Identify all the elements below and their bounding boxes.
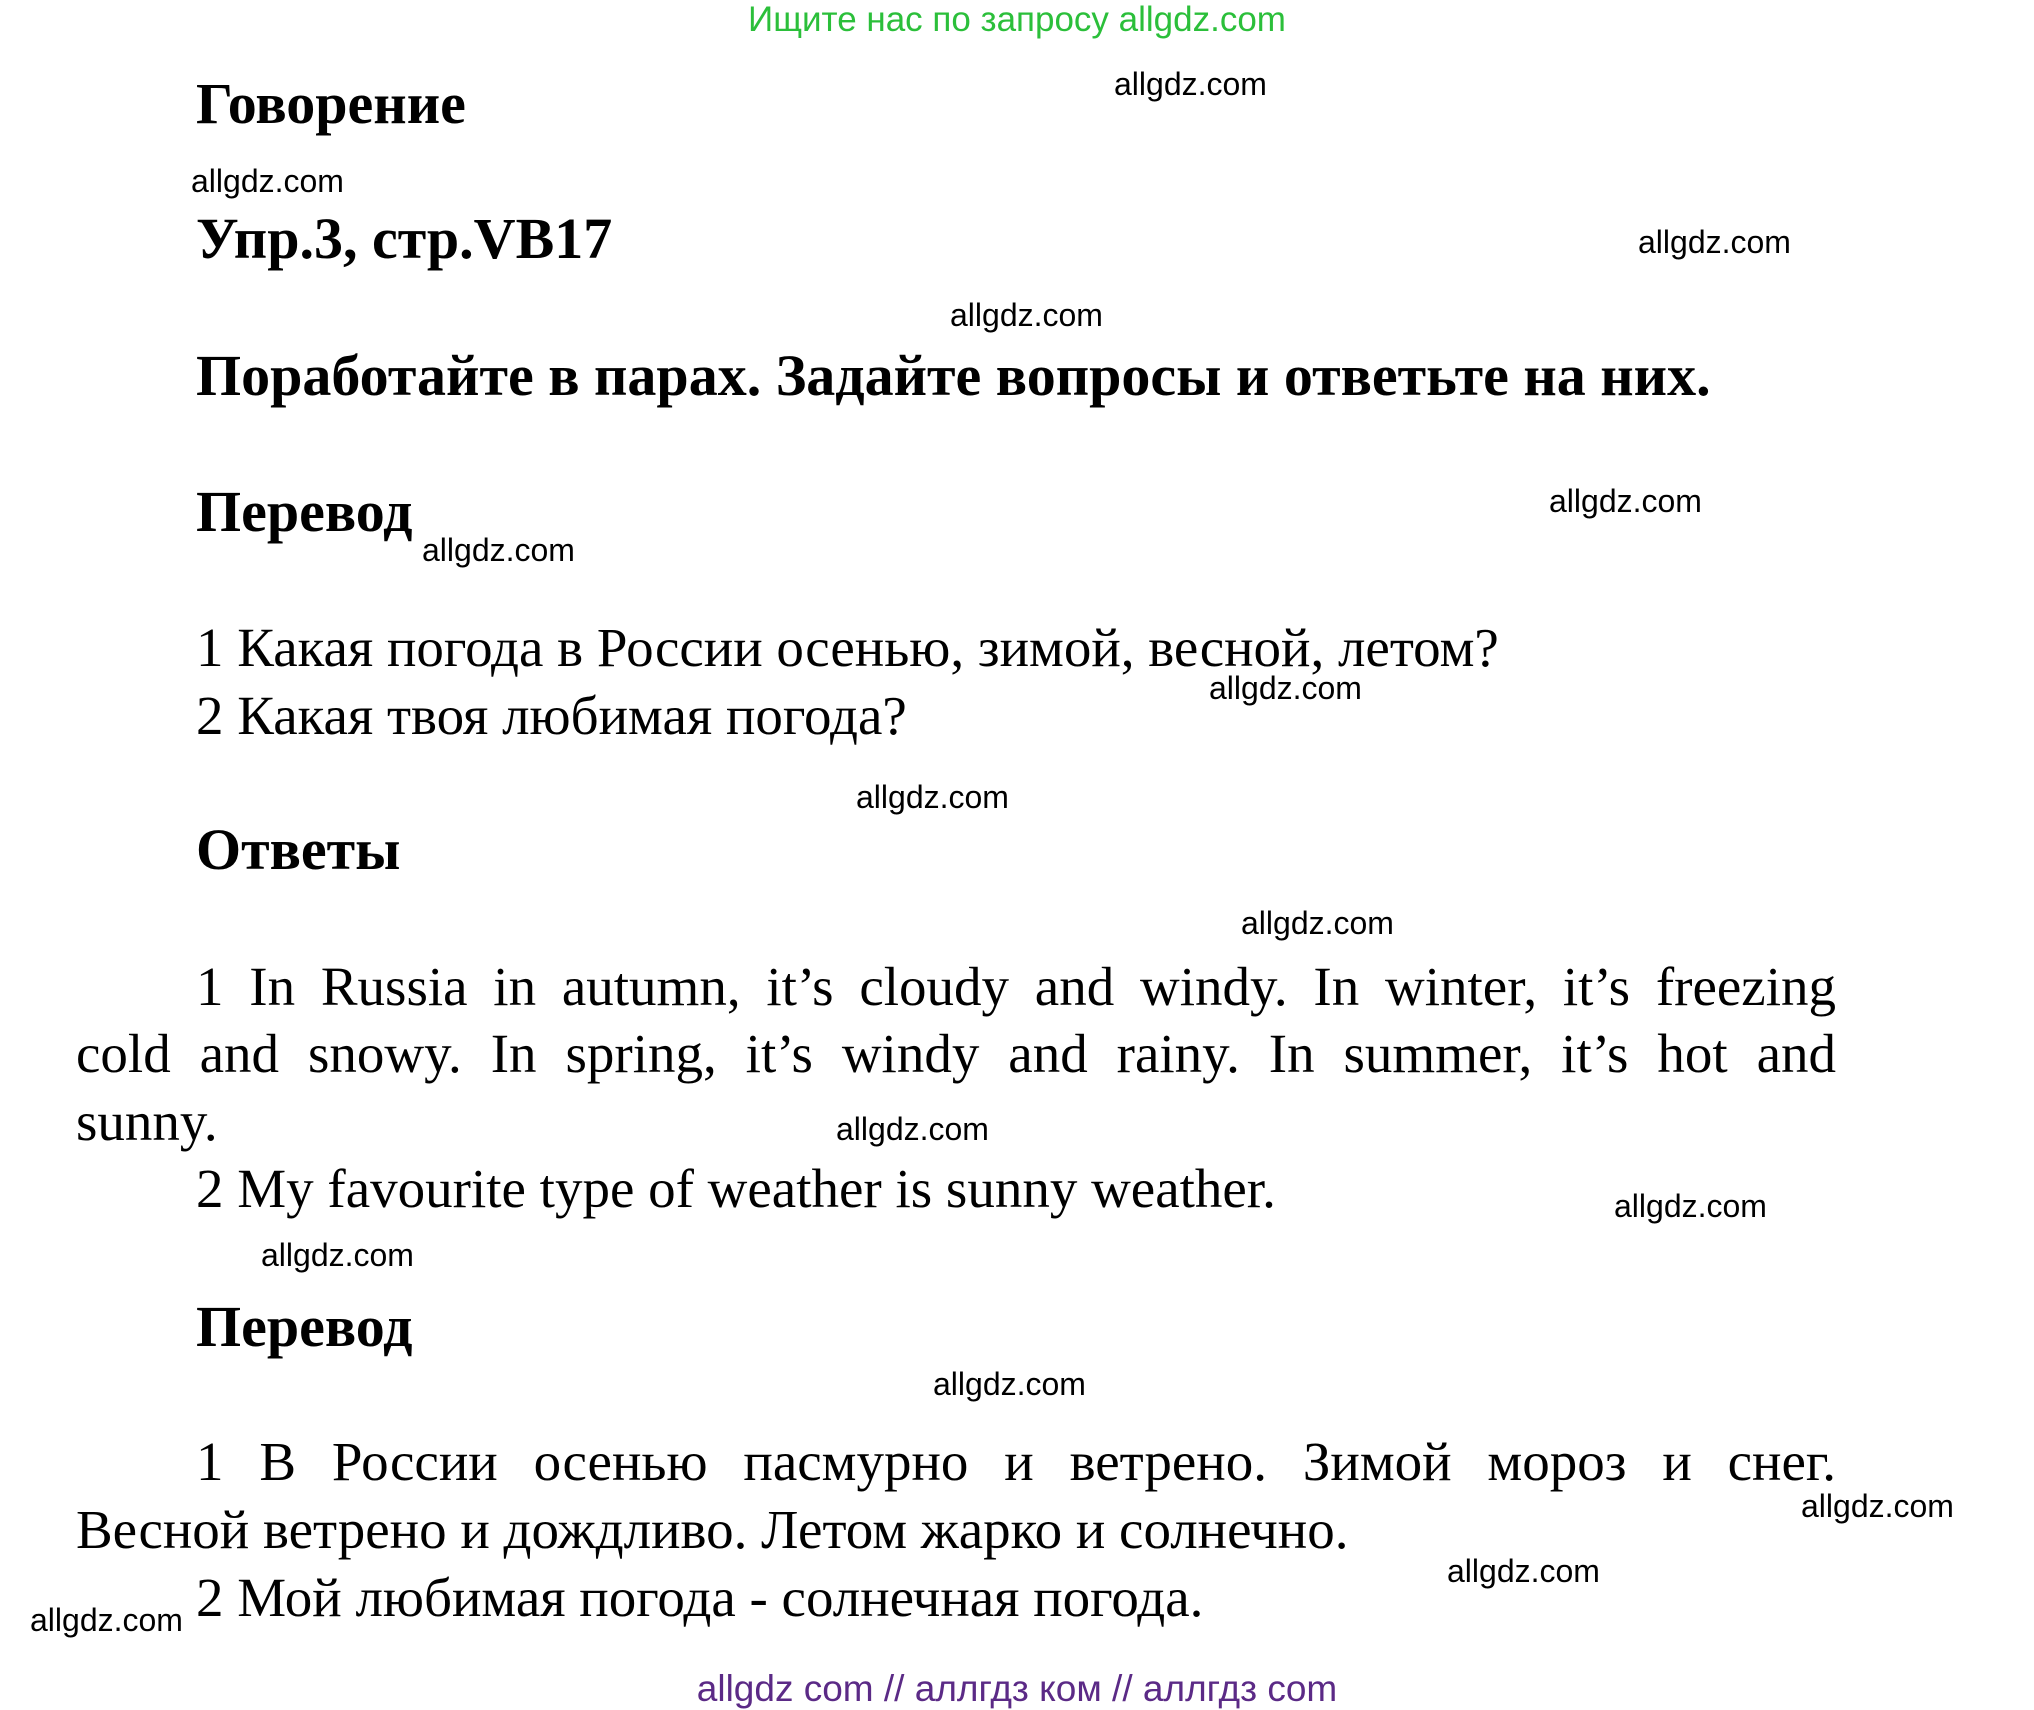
bottom-banner: allgdz com // аллгдз ком // аллгдз com: [696, 1668, 1338, 1709]
translation-1-line-2: Весной ветрено и дождливо. Летом жарко и солнечно.: [76, 1499, 1349, 1560]
watermark: allgdz.com: [1801, 1488, 1954, 1524]
translation-2: 2 Мой любимая погода - солнечная погода.: [196, 1567, 1204, 1628]
answer-1-line-2: cold and snowy. In spring, it’s windy and rainy. In summer, it’s hot and: [76, 1023, 1836, 1084]
watermark: allgdz.com: [1114, 66, 1267, 102]
watermark: allgdz.com: [1549, 483, 1702, 519]
watermark: allgdz.com: [950, 297, 1103, 333]
translation-heading: Перевод: [196, 479, 413, 544]
watermark: allgdz.com: [1447, 1553, 1600, 1589]
watermark: allgdz.com: [422, 532, 575, 568]
watermark: allgdz.com: [933, 1366, 1086, 1402]
section-title: Говорение: [196, 71, 466, 136]
exercise-reference: Упр.3, стр.VB17: [196, 206, 613, 271]
instruction: Поработайте в парах. Задайте вопросы и ответьте на них.: [196, 343, 1711, 408]
watermark: allgdz.com: [856, 779, 1009, 815]
watermark: allgdz.com: [1638, 224, 1791, 260]
watermark: allgdz.com: [1241, 905, 1394, 941]
translation-heading-2: Перевод: [196, 1294, 413, 1359]
translation-1-line-1: 1 В России осенью пасмурно и ветрено. Зимой мороз и снег.: [196, 1431, 1836, 1492]
watermark: allgdz.com: [191, 163, 344, 199]
watermark: allgdz.com: [30, 1602, 183, 1638]
question-2: 2 Какая твоя любимая погода?: [196, 685, 907, 746]
answer-1-line-3: sunny.: [76, 1091, 218, 1152]
watermark: allgdz.com: [1209, 670, 1362, 706]
answers-heading: Ответы: [196, 817, 401, 882]
watermark: allgdz.com: [1614, 1188, 1767, 1224]
watermark: allgdz.com: [261, 1237, 414, 1273]
answer-2: 2 My favourite type of weather is sunny weather.: [196, 1158, 1276, 1219]
watermark: allgdz.com: [836, 1111, 989, 1147]
answer-1-line-1: 1 In Russia in autumn, it’s cloudy and windy. In winter, it’s freezing: [196, 956, 1836, 1017]
top-banner: Ищите нас по запросу allgdz.com: [748, 0, 1286, 39]
question-1: 1 Какая погода в России осенью, зимой, весной, летом?: [196, 617, 1499, 678]
